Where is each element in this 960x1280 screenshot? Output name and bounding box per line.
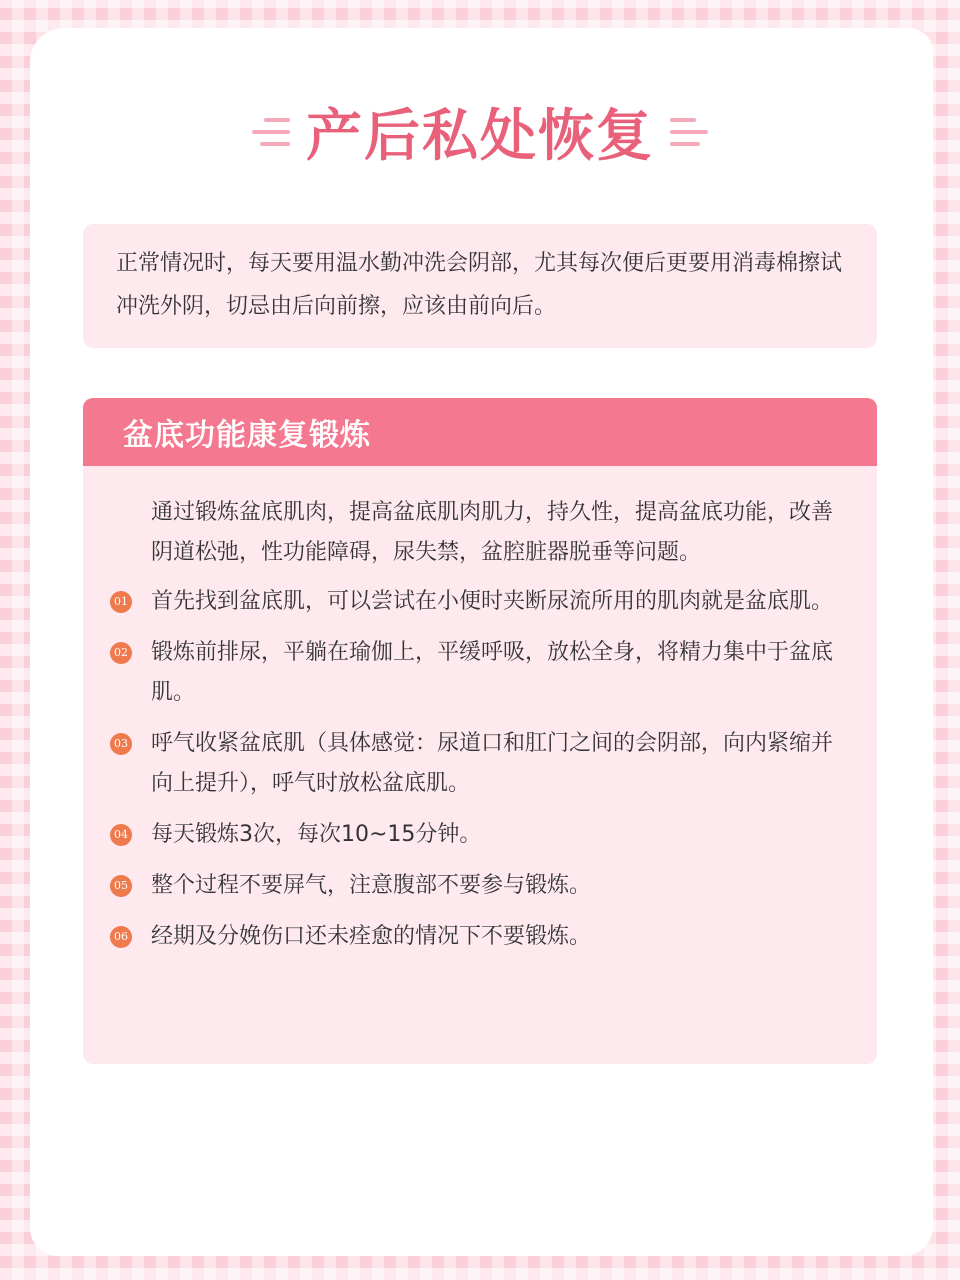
title-row (0, 96, 960, 168)
step-text: 首先找到盆底肌，可以尝试在小便时夹断尿流所用的肌肉就是盆底肌。 (151, 589, 834, 614)
section-body (83, 466, 877, 957)
step-item (114, 815, 853, 855)
step-item (114, 917, 853, 957)
step-item (114, 633, 853, 713)
number-badge-icon: 04 (110, 824, 132, 846)
number-badge-icon: 03 (110, 733, 132, 755)
number-badge-icon: 06 (110, 926, 132, 948)
section-heading: 盆底功能康复锻炼 (123, 418, 371, 453)
title-decoration-left-icon (252, 118, 290, 146)
section-header (83, 398, 877, 466)
number-badge-icon: 01 (110, 591, 132, 613)
step-text: 整个过程不要屏气，注意腹部不要参与锻炼。 (151, 873, 592, 898)
step-item (114, 724, 853, 804)
intro-box (83, 224, 877, 348)
number-badge-icon: 05 (110, 875, 132, 897)
step-text: 经期及分娩伤口还未痊愈的情况下不要锻炼。 (151, 924, 592, 949)
step-item (114, 866, 853, 906)
step-item (114, 582, 853, 622)
intro-text: 正常情况时，每天要用温水勤冲洗会阴部，尤其每次便后更要用消毒棉擦试冲洗外阴，切忌由后向前擦，应该由前向后。 (116, 251, 843, 319)
steps-list (83, 582, 853, 957)
title-decoration-right-icon (670, 118, 708, 146)
page-title: 产后私处恢复 (306, 104, 654, 169)
step-text: 锻炼前排尿，平躺在瑜伽上，平缓呼吸，放松全身，将精力集中于盆底肌。 (151, 640, 834, 705)
exercise-section (83, 398, 877, 1064)
number-badge-icon: 02 (110, 642, 132, 664)
step-text: 每天锻炼3次，每次10~15分钟。 (151, 822, 482, 847)
step-text: 呼气收紧盆底肌（具体感觉：尿道口和肛门之间的会阴部，向内紧缩并向上提升），呼气时放松盆底肌。 (151, 731, 834, 796)
section-lead: 通过锻炼盆底肌肉，提高盆底肌肉肌力，持久性，提高盆底功能，改善阴道松弛，性功能障碍，尿失禁，盆腔脏器脱垂等问题。 (151, 500, 834, 565)
